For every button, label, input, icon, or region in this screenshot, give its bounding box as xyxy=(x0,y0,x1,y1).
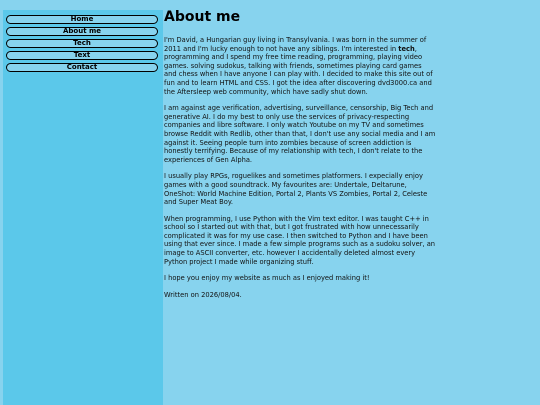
nav-contact-button[interactable]: Contact xyxy=(6,63,158,72)
page-title: About me xyxy=(164,9,241,25)
beliefs-paragraph: I am against age verification, advertising, surveillance, censorship, Big Tech and generative AI. I do my best to only use the services of privacy-respecting companies and libre software. I only watch Youtube on my TV and sometimes browse Reddit with Redlib, other than that, I don't use any social media and I am against it. Seeing people turn into zombies because of screen addiction is honestly terrifying. Because of my relationship with tech, I don't relate to the experiences of Gen Alpha. xyxy=(164,104,436,164)
written-date: Written on 2026/08/04. xyxy=(164,290,242,299)
intro-paragraph xyxy=(164,36,436,96)
nav-text-button[interactable]: Text xyxy=(6,51,158,60)
nav-home-button[interactable]: Home xyxy=(6,15,158,24)
programming-paragraph: When programming, I use Python with the Vim text editor. I was taught C++ in school so I started out with that, but I got frustrated with how unnecessarily complicated it was for my use case. I then switched to Python and I have been using that ever since. I made a few simple programs such as a sudoku solver, an image to ASCII converter, etc. however I accidentally deleted almost every Python project I made while organizing stuff. xyxy=(164,214,436,266)
main-content xyxy=(164,8,436,299)
intro-text-start: I'm David, a Hungarian guy living in Transylvania. I was born in the summer of 2011 and I'm lucky enough to not have any siblings. I'm interested in xyxy=(164,36,427,53)
intro-text-bold: tech xyxy=(398,44,415,53)
games-paragraph: I usually play RPGs, roguelikes and sometimes platformers. I expecially enjoy games with a good soundtrack. My favourites are: Undertale, Deltarune, OneShot: World Machine Edition, Portal 2, Plants VS Zombies, Portal 2, Celeste and Super Meat Boy. xyxy=(164,172,428,207)
intro-text-end: , programming and I spend my free time reading, programming, playing video games. solving sudokus, talking with friends, sometimes playing card games and chess when I have anyone I can play with. I decided to make this site out of fun and to learn HTML and CSS. I got the idea after discovering dvd3000.ca and the Aftersleep web community, which have sadly shut down. xyxy=(164,44,433,96)
sidebar-nav xyxy=(3,10,163,405)
closing-paragraph: I hope you enjoy my website as much as I enjoyed making it! xyxy=(164,274,370,283)
nav-about-me-button[interactable]: About me xyxy=(6,27,158,36)
nav-tech-button[interactable]: Tech xyxy=(6,39,158,48)
